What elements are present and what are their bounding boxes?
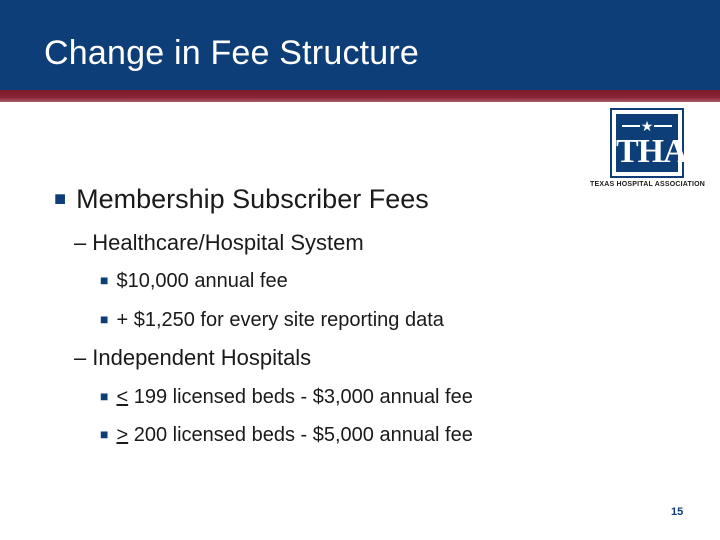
sub-bullet-text: Healthcare/Hospital System [92, 230, 364, 255]
item-text: + $1,250 for every site reporting data [116, 309, 444, 331]
square-bullet-icon: ■ [100, 311, 109, 327]
item-text: 200 licensed beds - $5,000 annual fee [128, 424, 473, 446]
star-icon: ★ [640, 118, 654, 134]
square-bullet-icon: ■ [100, 272, 109, 288]
square-bullet-icon: ■ [100, 426, 109, 442]
dash-bullet-icon: – [74, 345, 87, 370]
greater-than-symbol: > [116, 424, 129, 446]
tha-logo [590, 108, 706, 192]
item-text: 199 licensed beds - $3,000 annual fee [128, 386, 473, 408]
less-than-symbol: < [116, 386, 129, 408]
item-text: $10,000 annual fee [116, 270, 288, 292]
item-large-hospitals [100, 424, 473, 447]
logo-caption: TEXAS HOSPITAL ASSOCIATION [590, 181, 706, 188]
sub-bullet-independent [74, 345, 311, 371]
item-annual-fee [100, 270, 288, 293]
dash-bullet-icon: – [74, 230, 87, 255]
bullet-membership-fees [54, 184, 429, 215]
page-number: 15 [671, 506, 684, 518]
title-bar-stripe [0, 90, 720, 102]
slide-title: Change in Fee Structure [44, 34, 420, 72]
item-site-fee [100, 309, 444, 332]
sub-bullet-text: Independent Hospitals [92, 345, 312, 370]
square-bullet-icon: ■ [54, 188, 67, 210]
sub-bullet-system [74, 230, 364, 256]
square-bullet-icon: ■ [100, 388, 109, 404]
logo-inner [616, 114, 687, 172]
logo-text: THA [616, 133, 687, 170]
logo-box [610, 108, 687, 178]
bullet-text: Membership Subscriber Fees [76, 184, 429, 214]
item-small-hospitals [100, 386, 473, 409]
